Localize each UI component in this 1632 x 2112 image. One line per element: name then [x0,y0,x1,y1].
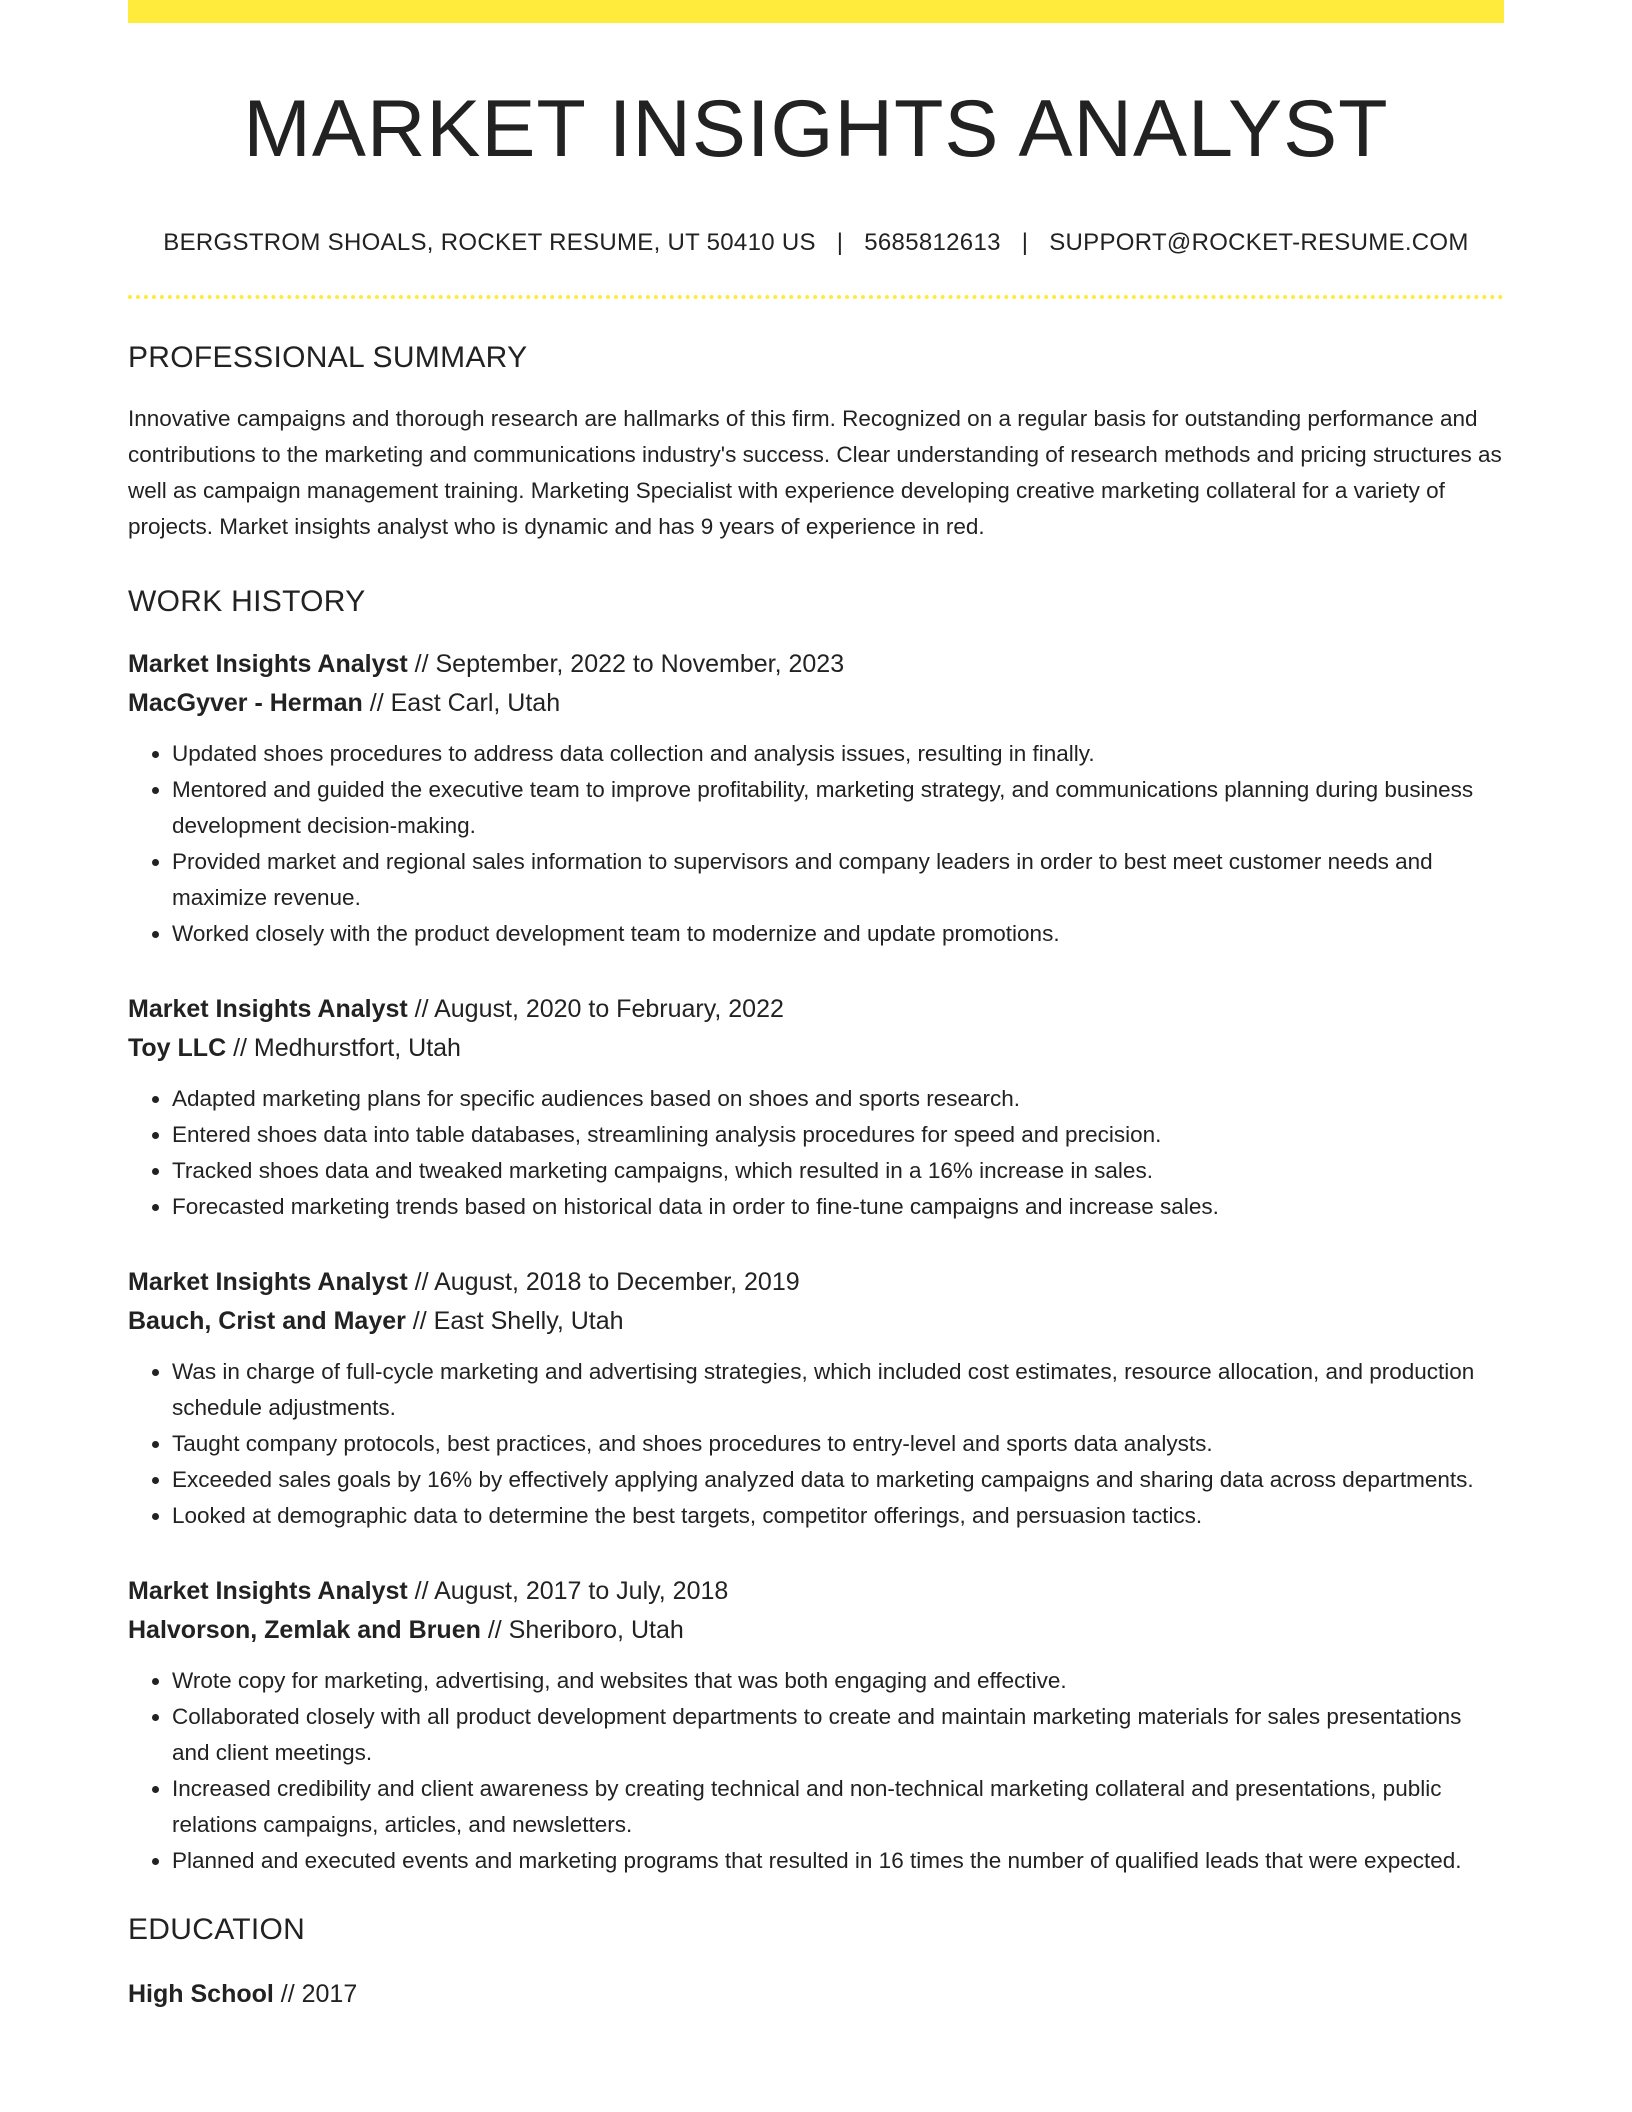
summary-heading: PROFESSIONAL SUMMARY [128,341,528,375]
job-entry [128,990,1504,1225]
summary-text: Innovative campaigns and thorough research are hallmarks of this firm. Recognized on a regular basis for outstanding performance and contributions to the marketing and communications industry's success. Clear understanding of research methods and pricing structures as well as campaign management training. Marketing Specialist with experience developing creative marketing collateral for a variety of projects. Market insights analyst who is dynamic and has 9 years of experience in red. [128,406,1502,540]
job-role: Market Insights Analyst [128,1577,408,1606]
job-bullet: • Worked closely with the product development team to modernize and update promotions. [172,916,1504,952]
job-location: // East Carl, Utah [362,689,561,718]
job-company: Toy LLC [128,1034,227,1063]
job-company-line [128,1029,1504,1068]
job-bullets [128,736,1504,952]
job-entry [128,1263,1504,1534]
job-role: Market Insights Analyst [128,995,408,1024]
job-location: // Medhurstfort, Utah [226,1034,461,1063]
job-bullet: • Forecasted marketing trends based on historical data in order to fine-tune campaigns and increase sales. [172,1189,1504,1225]
job-dates: // August, 2018 to December, 2019 [407,1268,800,1297]
job-bullet: • Mentored and guided the executive team to improve profitability, marketing strategy, and communications planning during business development decision-making. [172,772,1504,844]
job-company: Bauch, Crist and Mayer [128,1307,406,1336]
education-degree: High School [128,1980,274,2009]
job-bullet: • Taught company protocols, best practices, and shoes procedures to entry-level and sports data analysts. [172,1426,1504,1462]
job-bullet: • Provided market and regional sales information to supervisors and company leaders in order to best meet customer needs and maximize revenue. [172,844,1504,916]
job-bullet: • Was in charge of full-cycle marketing and advertising strategies, which included cost estimates, resource allocation, and production schedule adjustments. [172,1354,1504,1426]
job-dates: // September, 2022 to November, 2023 [407,650,845,679]
job-role: Market Insights Analyst [128,650,408,679]
contact-separator: | [836,229,844,257]
education-year: // 2017 [273,1980,358,2009]
job-bullet: • Adapted marketing plans for specific audiences based on shoes and sports research. [172,1081,1504,1117]
accent-top-bar [128,0,1504,23]
job-location: // East Shelly, Utah [405,1307,624,1336]
job-bullets [128,1354,1504,1534]
job-company: Halvorson, Zemlak and Bruen [128,1616,481,1645]
resume-name: MARKET INSIGHTS ANALYST [243,84,1389,174]
work-history-heading: WORK HISTORY [128,585,366,619]
job-bullets [128,1663,1504,1879]
job-role: Market Insights Analyst [128,1268,408,1297]
job-bullet: • Tracked shoes data and tweaked marketing campaigns, which resulted in a 16% increase in sales. [172,1153,1504,1189]
job-company-line [128,684,1504,723]
job-bullet: • Planned and executed events and marketing programs that resulted in 16 times the number of qualified leads that were expected. [172,1843,1504,1879]
education-entry [128,1975,1504,2014]
dotted-divider [128,295,1504,299]
job-entry [128,1572,1504,1879]
job-company: MacGyver - Herman [128,689,363,718]
job-title-line [128,1572,1504,1611]
job-bullet: • Updated shoes procedures to address data collection and analysis issues, resulting in finally. [172,736,1504,772]
resume-page [128,0,1504,2014]
job-title-line [128,645,1504,684]
job-company-line [128,1611,1504,1650]
job-bullet: • Increased credibility and client awareness by creating technical and non-technical marketing collateral and presentations, public relations campaigns, articles, and newsletters. [172,1771,1504,1843]
job-title-line [128,1263,1504,1302]
job-dates: // August, 2020 to February, 2022 [407,995,784,1024]
contact-line [128,229,1504,257]
job-location: // Sheriboro, Utah [480,1616,684,1645]
job-company-line [128,1302,1504,1341]
job-bullet: • Wrote copy for marketing, advertising, and websites that was both engaging and effective. [172,1663,1504,1699]
job-entry [128,645,1504,952]
job-title-line [128,990,1504,1029]
job-bullet: • Entered shoes data into table databases, streamlining analysis procedures for speed and precision. [172,1117,1504,1153]
education-heading: EDUCATION [128,1913,306,1947]
contact-separator: | [1021,229,1029,257]
contact-address: BERGSTROM SHOALS, ROCKET RESUME, UT 50410 US [163,229,816,257]
job-bullet: • Collaborated closely with all product development departments to create and maintain marketing materials for sales presentations and client meetings. [172,1699,1504,1771]
contact-email: SUPPORT@ROCKET-RESUME.COM [1049,229,1469,257]
job-bullet: • Looked at demographic data to determine the best targets, competitor offerings, and persuasion tactics. [172,1498,1504,1534]
job-bullets [128,1081,1504,1225]
contact-phone: 5685812613 [864,229,1001,257]
job-dates: // August, 2017 to July, 2018 [407,1577,729,1606]
job-bullet: • Exceeded sales goals by 16% by effectively applying analyzed data to marketing campaigns and sharing data across departments. [172,1462,1504,1498]
